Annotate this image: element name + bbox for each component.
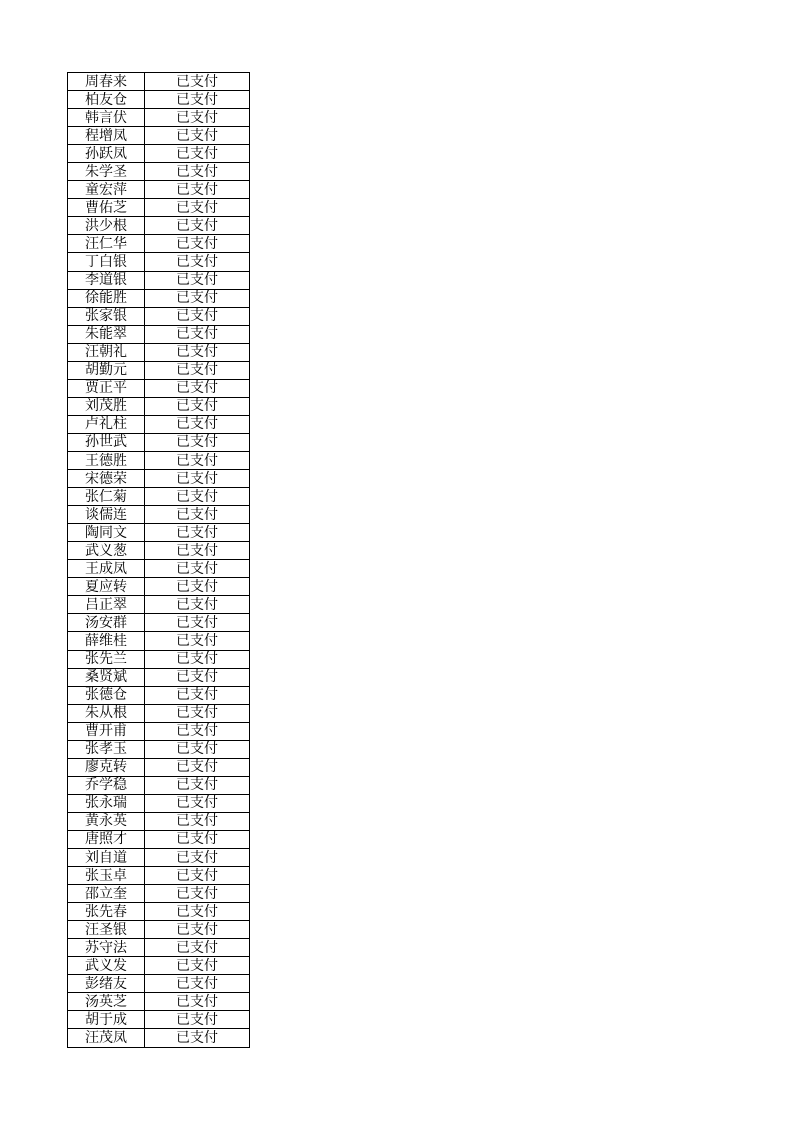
name-cell: 程增凤 bbox=[68, 127, 145, 145]
table-row bbox=[68, 73, 250, 91]
name-cell: 武义发 bbox=[68, 957, 145, 975]
status-cell: 已支付 bbox=[145, 379, 250, 397]
table-row bbox=[68, 145, 250, 163]
table-row bbox=[68, 686, 250, 704]
table-row bbox=[68, 1011, 250, 1029]
table-row bbox=[68, 217, 250, 235]
name-cell: 吕正翠 bbox=[68, 596, 145, 614]
table-row bbox=[68, 91, 250, 109]
name-cell: 朱学圣 bbox=[68, 163, 145, 181]
table-row bbox=[68, 939, 250, 957]
table-row bbox=[68, 433, 250, 451]
status-cell: 已支付 bbox=[145, 686, 250, 704]
table-row bbox=[68, 578, 250, 596]
status-cell: 已支付 bbox=[145, 849, 250, 867]
table-row bbox=[68, 415, 250, 433]
name-cell: 曹佑芝 bbox=[68, 199, 145, 217]
table-row bbox=[68, 975, 250, 993]
table-row bbox=[68, 867, 250, 885]
status-cell: 已支付 bbox=[145, 560, 250, 578]
table-row bbox=[68, 361, 250, 379]
name-cell: 汪朝礼 bbox=[68, 343, 145, 361]
status-cell: 已支付 bbox=[145, 181, 250, 199]
status-cell: 已支付 bbox=[145, 885, 250, 903]
name-cell: 张先兰 bbox=[68, 650, 145, 668]
name-cell: 李道银 bbox=[68, 271, 145, 289]
table-row bbox=[68, 740, 250, 758]
name-cell: 张先春 bbox=[68, 903, 145, 921]
status-cell: 已支付 bbox=[145, 776, 250, 794]
table-row bbox=[68, 163, 250, 181]
name-cell: 贾正平 bbox=[68, 379, 145, 397]
status-cell: 已支付 bbox=[145, 73, 250, 91]
table-row bbox=[68, 451, 250, 469]
name-cell: 张永瑞 bbox=[68, 794, 145, 812]
table-row bbox=[68, 199, 250, 217]
table-row bbox=[68, 488, 250, 506]
status-cell: 已支付 bbox=[145, 1029, 250, 1047]
name-cell: 邵立奎 bbox=[68, 885, 145, 903]
status-cell: 已支付 bbox=[145, 704, 250, 722]
status-cell: 已支付 bbox=[145, 470, 250, 488]
name-cell: 黄永英 bbox=[68, 812, 145, 830]
name-cell: 朱能翠 bbox=[68, 325, 145, 343]
table-row bbox=[68, 849, 250, 867]
status-cell: 已支付 bbox=[145, 596, 250, 614]
status-cell: 已支付 bbox=[145, 235, 250, 253]
name-cell: 苏守法 bbox=[68, 939, 145, 957]
name-cell: 乔学稳 bbox=[68, 776, 145, 794]
payment-status-table bbox=[67, 72, 250, 1048]
name-cell: 桑贤斌 bbox=[68, 668, 145, 686]
table-row bbox=[68, 235, 250, 253]
status-cell: 已支付 bbox=[145, 343, 250, 361]
status-cell: 已支付 bbox=[145, 867, 250, 885]
table-row bbox=[68, 596, 250, 614]
table-row bbox=[68, 127, 250, 145]
table-row bbox=[68, 885, 250, 903]
name-cell: 张仁菊 bbox=[68, 488, 145, 506]
name-cell: 丁白银 bbox=[68, 253, 145, 271]
table-row bbox=[68, 794, 250, 812]
table-row bbox=[68, 776, 250, 794]
status-cell: 已支付 bbox=[145, 921, 250, 939]
name-cell: 陶同文 bbox=[68, 524, 145, 542]
status-cell: 已支付 bbox=[145, 145, 250, 163]
name-cell: 汪茂凤 bbox=[68, 1029, 145, 1047]
status-cell: 已支付 bbox=[145, 632, 250, 650]
table-row bbox=[68, 632, 250, 650]
name-cell: 汤英芝 bbox=[68, 993, 145, 1011]
name-cell: 孙世武 bbox=[68, 433, 145, 451]
status-cell: 已支付 bbox=[145, 415, 250, 433]
status-cell: 已支付 bbox=[145, 650, 250, 668]
table-row bbox=[68, 253, 250, 271]
name-cell: 朱从根 bbox=[68, 704, 145, 722]
name-cell: 汤安群 bbox=[68, 614, 145, 632]
name-cell: 张家银 bbox=[68, 307, 145, 325]
table-row bbox=[68, 506, 250, 524]
name-cell: 韩言伏 bbox=[68, 109, 145, 127]
name-cell: 刘茂胜 bbox=[68, 397, 145, 415]
table-row bbox=[68, 812, 250, 830]
status-cell: 已支付 bbox=[145, 361, 250, 379]
status-cell: 已支付 bbox=[145, 722, 250, 740]
name-cell: 彭绪友 bbox=[68, 975, 145, 993]
status-cell: 已支付 bbox=[145, 325, 250, 343]
status-cell: 已支付 bbox=[145, 199, 250, 217]
name-cell: 周春来 bbox=[68, 73, 145, 91]
table-row bbox=[68, 957, 250, 975]
name-cell: 王成凤 bbox=[68, 560, 145, 578]
name-cell: 童宏萍 bbox=[68, 181, 145, 199]
name-cell: 夏应转 bbox=[68, 578, 145, 596]
table-row bbox=[68, 542, 250, 560]
table-row bbox=[68, 993, 250, 1011]
name-cell: 刘自道 bbox=[68, 849, 145, 867]
name-cell: 王德胜 bbox=[68, 451, 145, 469]
table-row bbox=[68, 560, 250, 578]
status-cell: 已支付 bbox=[145, 1011, 250, 1029]
status-cell: 已支付 bbox=[145, 506, 250, 524]
name-cell: 汪圣银 bbox=[68, 921, 145, 939]
table-row bbox=[68, 704, 250, 722]
table-row bbox=[68, 307, 250, 325]
status-cell: 已支付 bbox=[145, 217, 250, 235]
name-cell: 曹开甫 bbox=[68, 722, 145, 740]
name-cell: 廖克转 bbox=[68, 758, 145, 776]
name-cell: 胡于成 bbox=[68, 1011, 145, 1029]
status-cell: 已支付 bbox=[145, 488, 250, 506]
table-row bbox=[68, 397, 250, 415]
status-cell: 已支付 bbox=[145, 109, 250, 127]
table-row bbox=[68, 830, 250, 848]
status-cell: 已支付 bbox=[145, 812, 250, 830]
name-cell: 唐照才 bbox=[68, 830, 145, 848]
status-cell: 已支付 bbox=[145, 253, 250, 271]
name-cell: 张玉卓 bbox=[68, 867, 145, 885]
name-cell: 徐能胜 bbox=[68, 289, 145, 307]
table-row bbox=[68, 524, 250, 542]
status-cell: 已支付 bbox=[145, 830, 250, 848]
name-cell: 张孝玉 bbox=[68, 740, 145, 758]
status-cell: 已支付 bbox=[145, 794, 250, 812]
status-cell: 已支付 bbox=[145, 307, 250, 325]
name-cell: 宋德荣 bbox=[68, 470, 145, 488]
status-cell: 已支付 bbox=[145, 903, 250, 921]
status-cell: 已支付 bbox=[145, 524, 250, 542]
table-row bbox=[68, 271, 250, 289]
table-row bbox=[68, 379, 250, 397]
table-row bbox=[68, 668, 250, 686]
table-row bbox=[68, 181, 250, 199]
name-cell: 洪少根 bbox=[68, 217, 145, 235]
status-cell: 已支付 bbox=[145, 957, 250, 975]
table-row bbox=[68, 921, 250, 939]
status-cell: 已支付 bbox=[145, 578, 250, 596]
table-body bbox=[68, 73, 250, 1048]
status-cell: 已支付 bbox=[145, 993, 250, 1011]
table-row bbox=[68, 758, 250, 776]
table-row bbox=[68, 109, 250, 127]
name-cell: 薛维桂 bbox=[68, 632, 145, 650]
status-cell: 已支付 bbox=[145, 668, 250, 686]
table-row bbox=[68, 903, 250, 921]
name-cell: 孙跃凤 bbox=[68, 145, 145, 163]
status-cell: 已支付 bbox=[145, 758, 250, 776]
status-cell: 已支付 bbox=[145, 740, 250, 758]
name-cell: 柏友仓 bbox=[68, 91, 145, 109]
status-cell: 已支付 bbox=[145, 614, 250, 632]
table-row bbox=[68, 325, 250, 343]
name-cell: 谈儒连 bbox=[68, 506, 145, 524]
table-row bbox=[68, 1029, 250, 1047]
table-row bbox=[68, 289, 250, 307]
name-cell: 汪仁华 bbox=[68, 235, 145, 253]
table-row bbox=[68, 343, 250, 361]
status-cell: 已支付 bbox=[145, 433, 250, 451]
table-row bbox=[68, 470, 250, 488]
status-cell: 已支付 bbox=[145, 397, 250, 415]
status-cell: 已支付 bbox=[145, 271, 250, 289]
status-cell: 已支付 bbox=[145, 127, 250, 145]
status-cell: 已支付 bbox=[145, 451, 250, 469]
table-row bbox=[68, 614, 250, 632]
name-cell: 武义葱 bbox=[68, 542, 145, 560]
table-row bbox=[68, 650, 250, 668]
table-row bbox=[68, 722, 250, 740]
name-cell: 卢礼柱 bbox=[68, 415, 145, 433]
name-cell: 张德仓 bbox=[68, 686, 145, 704]
status-cell: 已支付 bbox=[145, 542, 250, 560]
name-cell: 胡勤元 bbox=[68, 361, 145, 379]
status-cell: 已支付 bbox=[145, 289, 250, 307]
status-cell: 已支付 bbox=[145, 91, 250, 109]
status-cell: 已支付 bbox=[145, 163, 250, 181]
status-cell: 已支付 bbox=[145, 975, 250, 993]
status-cell: 已支付 bbox=[145, 939, 250, 957]
